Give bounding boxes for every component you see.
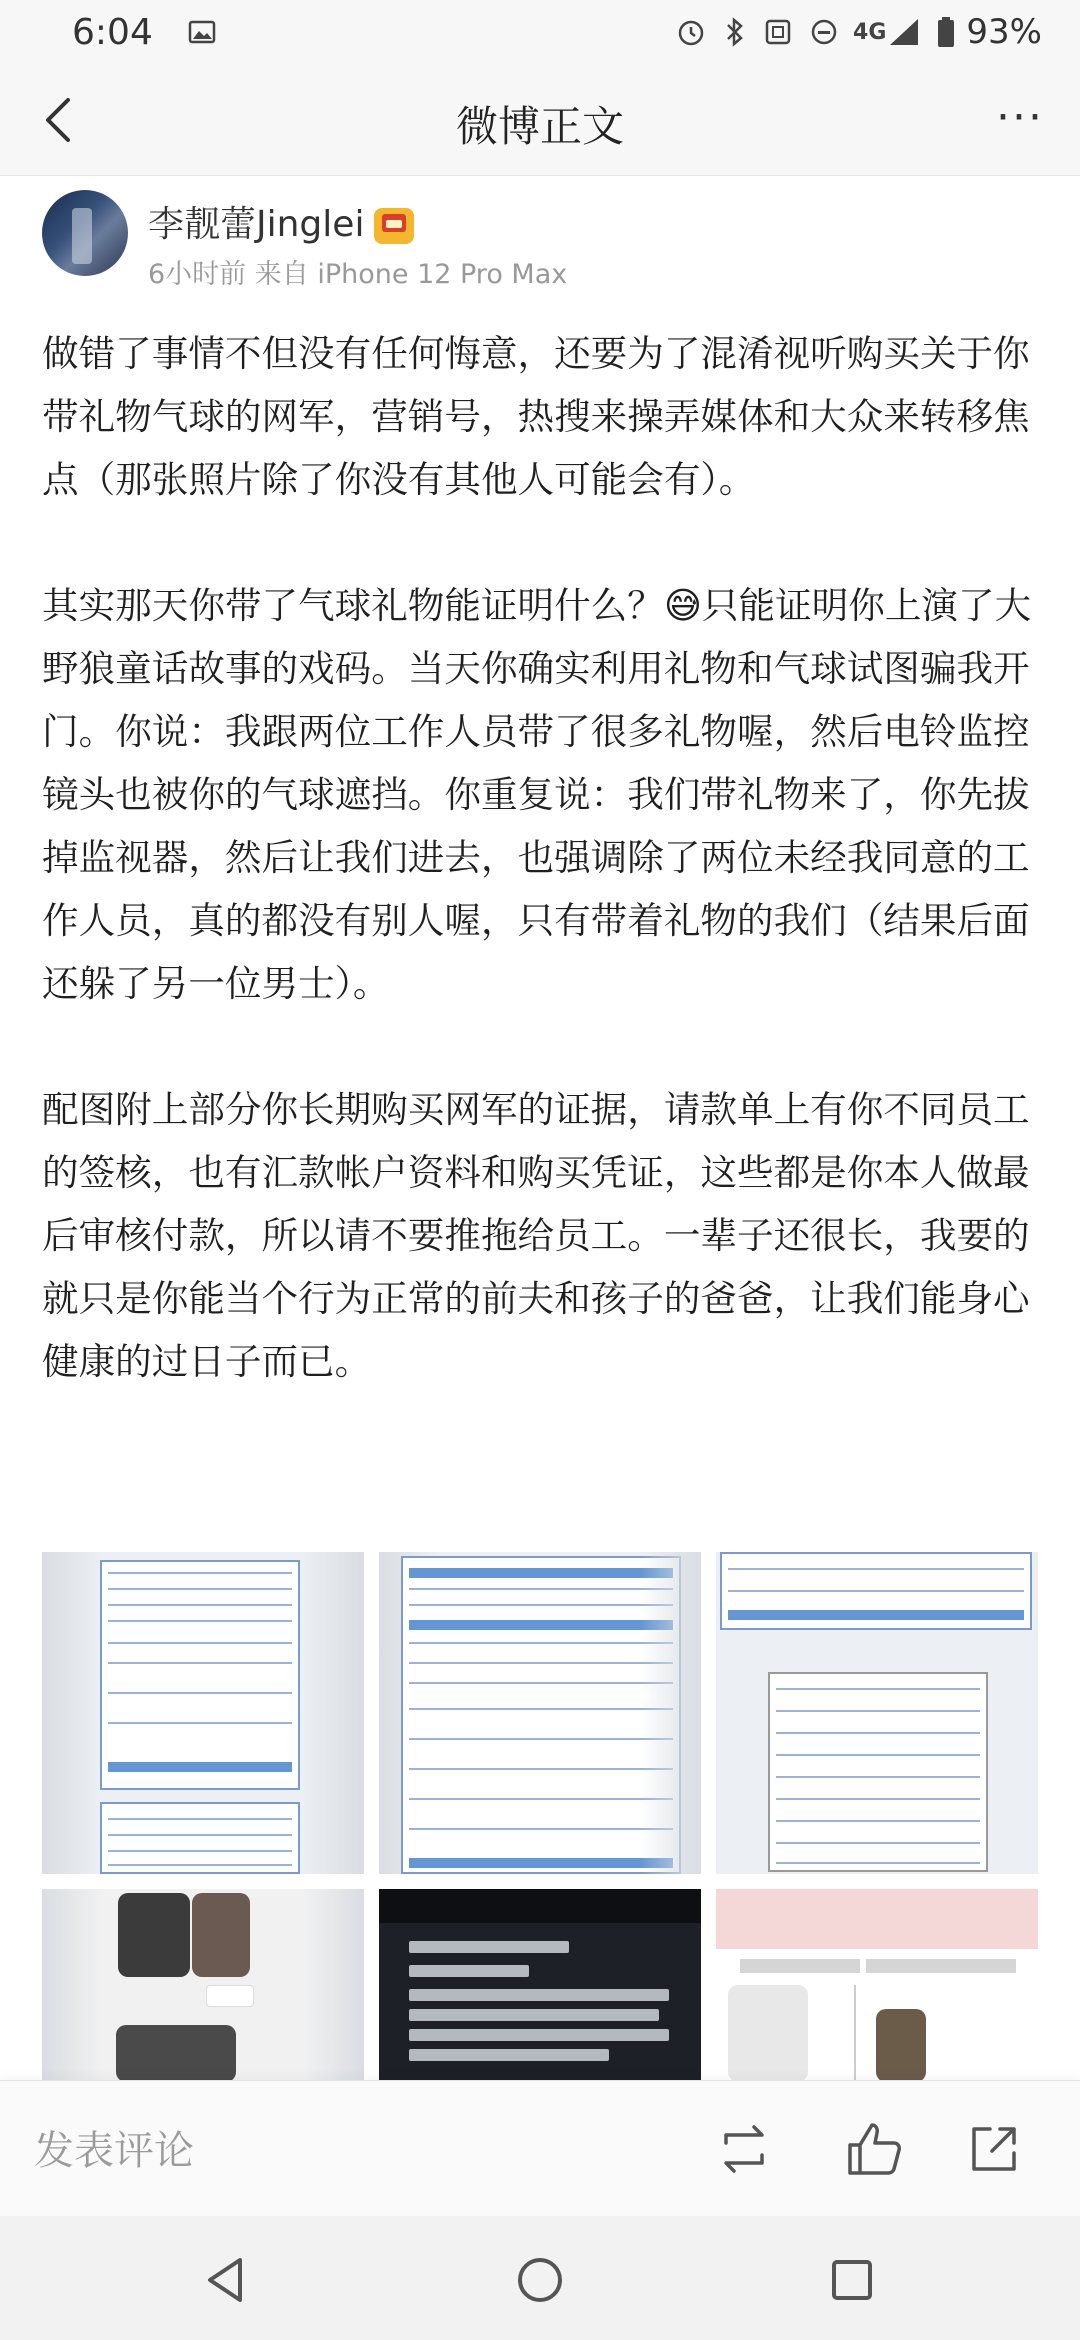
repost-button[interactable]: [712, 2117, 776, 2181]
nfc-icon: [763, 17, 793, 47]
status-bar: [0, 0, 1080, 64]
alarm-icon: [675, 16, 707, 48]
bluetooth-icon: [723, 16, 747, 48]
image-grid: [42, 1552, 1038, 2082]
battery-level: 93%: [966, 12, 1042, 52]
post-meta: 6小时前 来自 iPhone 12 Pro Max: [148, 259, 568, 290]
triangle-back-icon: [200, 2252, 256, 2308]
author-header: [42, 190, 1042, 290]
battery-icon: [936, 16, 956, 48]
circle-home-icon: [512, 2252, 568, 2308]
image-blur-edge: [42, 1889, 102, 2082]
post-image-5[interactable]: [379, 1889, 701, 2082]
avatar[interactable]: [42, 190, 128, 276]
image-blur-edge: [641, 1552, 701, 1874]
signal-icon: [888, 17, 920, 47]
dnd-icon: [809, 17, 839, 47]
document-preview: [401, 1556, 681, 1874]
post-paragraph-1: 做错了事情不但没有任何悔意，还要为了混淆视听购买关于你带礼物气球的网军，营销号，热搜来操弄媒体和大众来转移焦点（那张照片除了你没有其他人可能会有）。: [42, 332, 1030, 501]
post-image-3[interactable]: [716, 1552, 1038, 1874]
author-name-row[interactable]: [148, 196, 414, 247]
document-preview: [768, 1672, 988, 1872]
share-button[interactable]: [962, 2117, 1026, 2181]
document-preview: [720, 1552, 1032, 1630]
author-name[interactable]: 李靓蕾Jinglei: [148, 204, 365, 245]
document-preview: [100, 1560, 300, 1790]
system-back-button[interactable]: [200, 2252, 256, 2308]
document-preview: [100, 1802, 300, 1874]
system-nav-bar: [0, 2216, 1080, 2340]
share-icon: [962, 2117, 1026, 2181]
network-type: 4G: [853, 19, 887, 45]
page-title: 微博正文: [455, 102, 624, 151]
bottom-action-bar: [0, 2080, 1080, 2216]
post-image-2[interactable]: [379, 1552, 701, 1874]
image-blur-edge: [304, 1552, 364, 1874]
more-options-button[interactable]: ···: [996, 92, 1044, 143]
post-image-4[interactable]: [42, 1889, 364, 2082]
screenshot-preview: [379, 1889, 701, 2082]
status-time: 6:04: [72, 11, 153, 53]
repost-icon: [712, 2117, 776, 2181]
post-image-1[interactable]: [42, 1552, 364, 1874]
system-recent-apps-button[interactable]: [824, 2252, 880, 2308]
system-home-button[interactable]: [512, 2252, 568, 2308]
nav-bar: [0, 64, 1080, 176]
post-paragraph-3: 配图附上部分你长期购买网军的证据，请款单上有你不同员工的签核，也有汇款帐户资料和购买凭证，这些都是你本人做最后审核付款，所以请不要推拖给员工。一辈子还很长，我要的就只是你能当个行为正常的前夫和孩子的爸爸，让我们能身心健康的过日子而已。: [42, 1088, 1030, 1383]
vip-badge-icon: [374, 208, 414, 244]
image-blur-edge: [42, 1552, 102, 1874]
post-image-6[interactable]: [716, 1889, 1038, 2082]
screenshot-preview: [716, 1889, 1038, 2082]
square-recent-icon: [824, 2252, 880, 2308]
post-paragraph-2: 其实那天你带了气球礼物能证明什么？😅只能证明你上演了大野狼童话故事的戏码。当天你确实利用礼物和气球试图骗我开门。你说：我跟两位工作人员带了很多礼物喔，然后电铃监控镜头也被你的气球遮挡。你重复说：我们带礼物来了，你先拔掉监视器，然后让我们进去，也强调除了两位未经我同意的工作人员，真的都没有别人喔，只有带着礼物的我们（结果后面还躲了另一位男士）。: [42, 584, 1032, 1005]
image-notification-icon: [187, 17, 217, 47]
image-blur-edge: [304, 1889, 364, 2082]
thumbs-up-icon: [842, 2117, 906, 2181]
post-body: [42, 322, 1042, 1456]
comment-input[interactable]: 发表评论: [34, 2128, 194, 2174]
like-button[interactable]: [842, 2117, 906, 2181]
